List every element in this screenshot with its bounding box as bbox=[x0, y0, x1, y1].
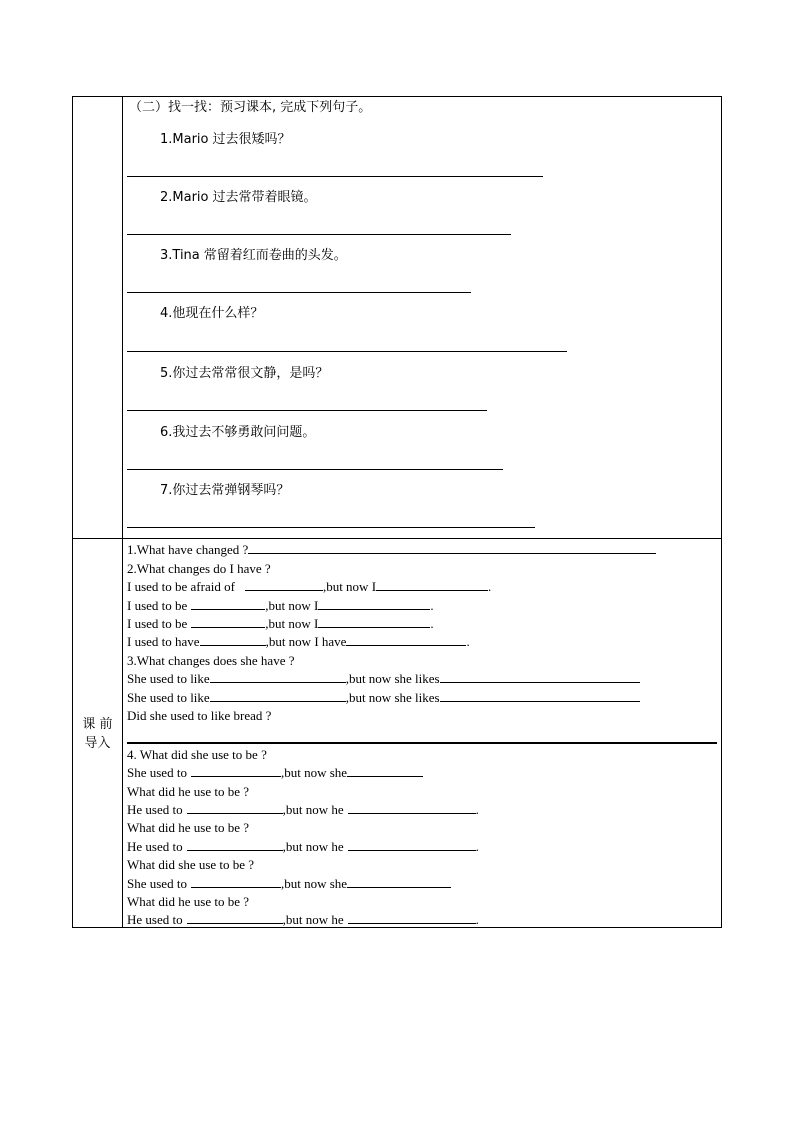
answer-line-4[interactable] bbox=[127, 351, 567, 352]
sub-question: What did he use to be ? bbox=[127, 820, 250, 835]
fill-row: She used to like ,but now she likes bbox=[127, 670, 640, 688]
answer-blank[interactable] bbox=[191, 597, 265, 610]
answer-line-7[interactable] bbox=[127, 527, 535, 528]
question-number: 1. bbox=[160, 132, 173, 147]
answer-blank[interactable] bbox=[187, 911, 283, 924]
question-cn: 他现在什么样？ bbox=[172, 306, 264, 321]
answer-line-thick[interactable] bbox=[127, 742, 717, 744]
sub-question: What did he use to be ? bbox=[127, 894, 250, 909]
answer-blank[interactable] bbox=[210, 689, 346, 702]
question-cn: 你过去常常很文静，是吗？ bbox=[172, 366, 329, 381]
question-cn: 过去很矮吗？ bbox=[212, 132, 291, 147]
answer-blank[interactable] bbox=[347, 875, 451, 888]
fill-row: He used to ,but now he . bbox=[127, 839, 479, 854]
question-cn: 常留着红而卷曲的头发。 bbox=[203, 248, 347, 263]
question-en: Tina bbox=[172, 248, 200, 263]
question-7 bbox=[160, 482, 289, 500]
answer-blank[interactable] bbox=[346, 633, 466, 646]
answer-blank[interactable] bbox=[200, 633, 266, 646]
answer-blank[interactable] bbox=[191, 875, 281, 888]
side-label bbox=[73, 715, 122, 753]
fill-row: She used to like ,but now she likes bbox=[127, 689, 640, 707]
column-divider bbox=[122, 97, 123, 927]
question-en: Mario bbox=[172, 190, 209, 205]
answer-blank[interactable] bbox=[348, 838, 476, 851]
answer-blank[interactable] bbox=[187, 838, 283, 851]
section-title: （二）找一找：预习课本, 完成下列句子。 bbox=[129, 100, 372, 115]
answer-blank[interactable] bbox=[376, 578, 488, 591]
question-5 bbox=[160, 365, 328, 383]
answer-blank[interactable] bbox=[210, 670, 346, 683]
fill-row: She used to ,but now she bbox=[127, 764, 423, 782]
fill-row: He used to ,but now he . bbox=[127, 912, 479, 927]
question-cn: 过去常带着眼镜。 bbox=[212, 190, 317, 205]
answer-blank[interactable] bbox=[348, 911, 476, 924]
answer-blank[interactable] bbox=[347, 764, 423, 777]
sub-question: What did he use to be ? bbox=[127, 784, 250, 799]
answer-blank[interactable] bbox=[248, 541, 656, 554]
question-3 bbox=[160, 247, 347, 265]
question-number: 6. bbox=[160, 425, 173, 440]
fill-row: I used to have ,but now I have . bbox=[127, 634, 470, 649]
answer-blank[interactable] bbox=[318, 615, 430, 628]
answer-line-6[interactable] bbox=[127, 469, 503, 470]
answer-blank[interactable] bbox=[187, 801, 283, 814]
fill-row: I used to be ,but now I . bbox=[127, 616, 434, 631]
question-number: 5. bbox=[160, 366, 173, 381]
answer-blank[interactable] bbox=[348, 801, 476, 814]
side-label-line1: 课 前 bbox=[82, 717, 113, 732]
question-en: Mario bbox=[172, 132, 209, 147]
fill-row: I used to be ,but now I . bbox=[127, 598, 434, 613]
question-number: 2. bbox=[160, 190, 173, 205]
q3-tail: Did she used to like bread ? bbox=[127, 708, 272, 723]
answer-blank[interactable] bbox=[440, 689, 640, 702]
answer-line-3[interactable] bbox=[127, 292, 471, 293]
answer-blank[interactable] bbox=[191, 764, 281, 777]
question-6 bbox=[160, 424, 315, 442]
row-divider bbox=[73, 538, 721, 539]
question-number: 3. bbox=[160, 248, 173, 263]
question-number: 7. bbox=[160, 483, 173, 498]
question-4 bbox=[160, 305, 263, 323]
answer-blank[interactable] bbox=[318, 597, 430, 610]
question-cn: 你过去常弹钢琴吗？ bbox=[172, 483, 290, 498]
answer-blank[interactable] bbox=[245, 578, 323, 591]
q4-heading: 4. What did she use to be ? bbox=[127, 747, 267, 762]
q2-heading: 2.What changes do I have ? bbox=[127, 561, 271, 576]
q1-text: 1.What have changed ? bbox=[127, 542, 249, 557]
answer-blank[interactable] bbox=[440, 670, 640, 683]
answer-line-1[interactable] bbox=[127, 176, 543, 177]
fill-row: She used to ,but now she bbox=[127, 875, 451, 893]
sub-question: What did she use to be ? bbox=[127, 857, 255, 872]
q3-heading: 3.What changes does she have ? bbox=[127, 653, 295, 668]
fill-row: He used to ,but now he . bbox=[127, 802, 479, 817]
q1-line bbox=[127, 541, 656, 559]
answer-blank[interactable] bbox=[191, 615, 265, 628]
side-label-line2: 导入 bbox=[84, 736, 111, 751]
fill-row: I used to be afraid of ,but now I . bbox=[127, 579, 492, 594]
question-cn: 我过去不够勇敢问问题。 bbox=[172, 425, 316, 440]
answer-line-2[interactable] bbox=[127, 234, 511, 235]
question-1 bbox=[160, 131, 291, 149]
answer-line-5[interactable] bbox=[127, 410, 487, 411]
question-number: 4. bbox=[160, 306, 173, 321]
question-2 bbox=[160, 189, 317, 207]
